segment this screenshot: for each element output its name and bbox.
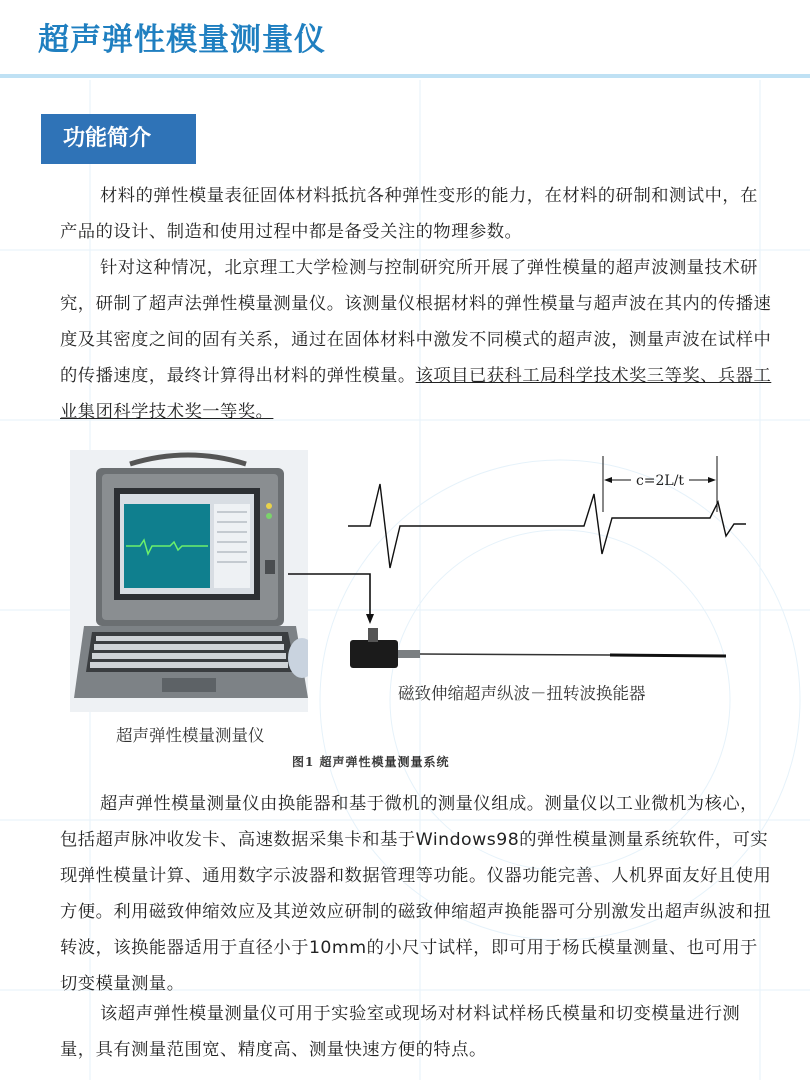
paragraph-intro-text: 材料的弹性模量表征固体材料抵抗各种弹性变形的能力，在材料的研制和测试中，在产品的设计、制造和使用过程中都是备受关注的物理参数。: [60, 186, 758, 242]
figure-caption: 图1 超声弹性模量测量系统: [292, 755, 450, 769]
title-divider: [0, 74, 810, 78]
page-title: 超声弹性模量测量仪: [38, 22, 326, 58]
waveform-diagram: [340, 450, 760, 610]
paragraph-application-text: 该超声弹性模量测量仪可用于实验室或现场对材料试样杨氏模量和切变模量进行测量，具有测量范围宽、精度高、测量快速方便的特点。: [60, 1004, 741, 1060]
paragraph-research-text: 针对这种情况，北京理工大学检测与控制研究所开展了弹性模量的超声波测量技术研究，研制了超声法弹性模量测量仪。该测量仪根据材料的弹性模量与超声波在其内的传播速度及其密度之间的固有关系，通过在固体材料中激发不同模式的超声波，测量声波在试样中的传播速度，最终计算得出材料的弹性模量。: [60, 258, 772, 386]
paragraph-composition-text: 超声弹性模量测量仪由换能器和基于微机的测量仪组成。测量仪以工业微机为核心，包括超声脉冲收发卡、高速数据采集卡和基于Windows98的弹性模量测量系统软件，可实现弹性模量计算、通用数字示波器和数据管理等功能。仪器功能完善、人机界面友好且使用方便。利用磁致伸缩效应及其逆效应研制的磁致伸缩超声换能器可分别激发出超声纵波和扭转波，该换能器适用于直径小于10mm的小尺寸试样，即可用于杨氏模量测量、也可用于切变模量测量。: [60, 794, 772, 994]
propagation-formula-label: c=2L/t: [635, 473, 685, 489]
paragraph-composition: [60, 786, 772, 1002]
paragraph-application: [60, 996, 772, 1068]
paragraph-research: [60, 250, 772, 430]
section-heading: 功能简介: [41, 114, 196, 164]
system-figure: [70, 444, 760, 774]
paragraph-intro: [60, 178, 772, 250]
transducer-caption: 磁致伸缩超声纵波－扭转波换能器: [398, 684, 646, 703]
award-text: 该项目已获科工局科学技术奖三等奖、兵器工业集团科学技术奖一等奖。: [60, 366, 772, 422]
instrument-caption: 超声弹性模量测量仪: [116, 726, 265, 745]
